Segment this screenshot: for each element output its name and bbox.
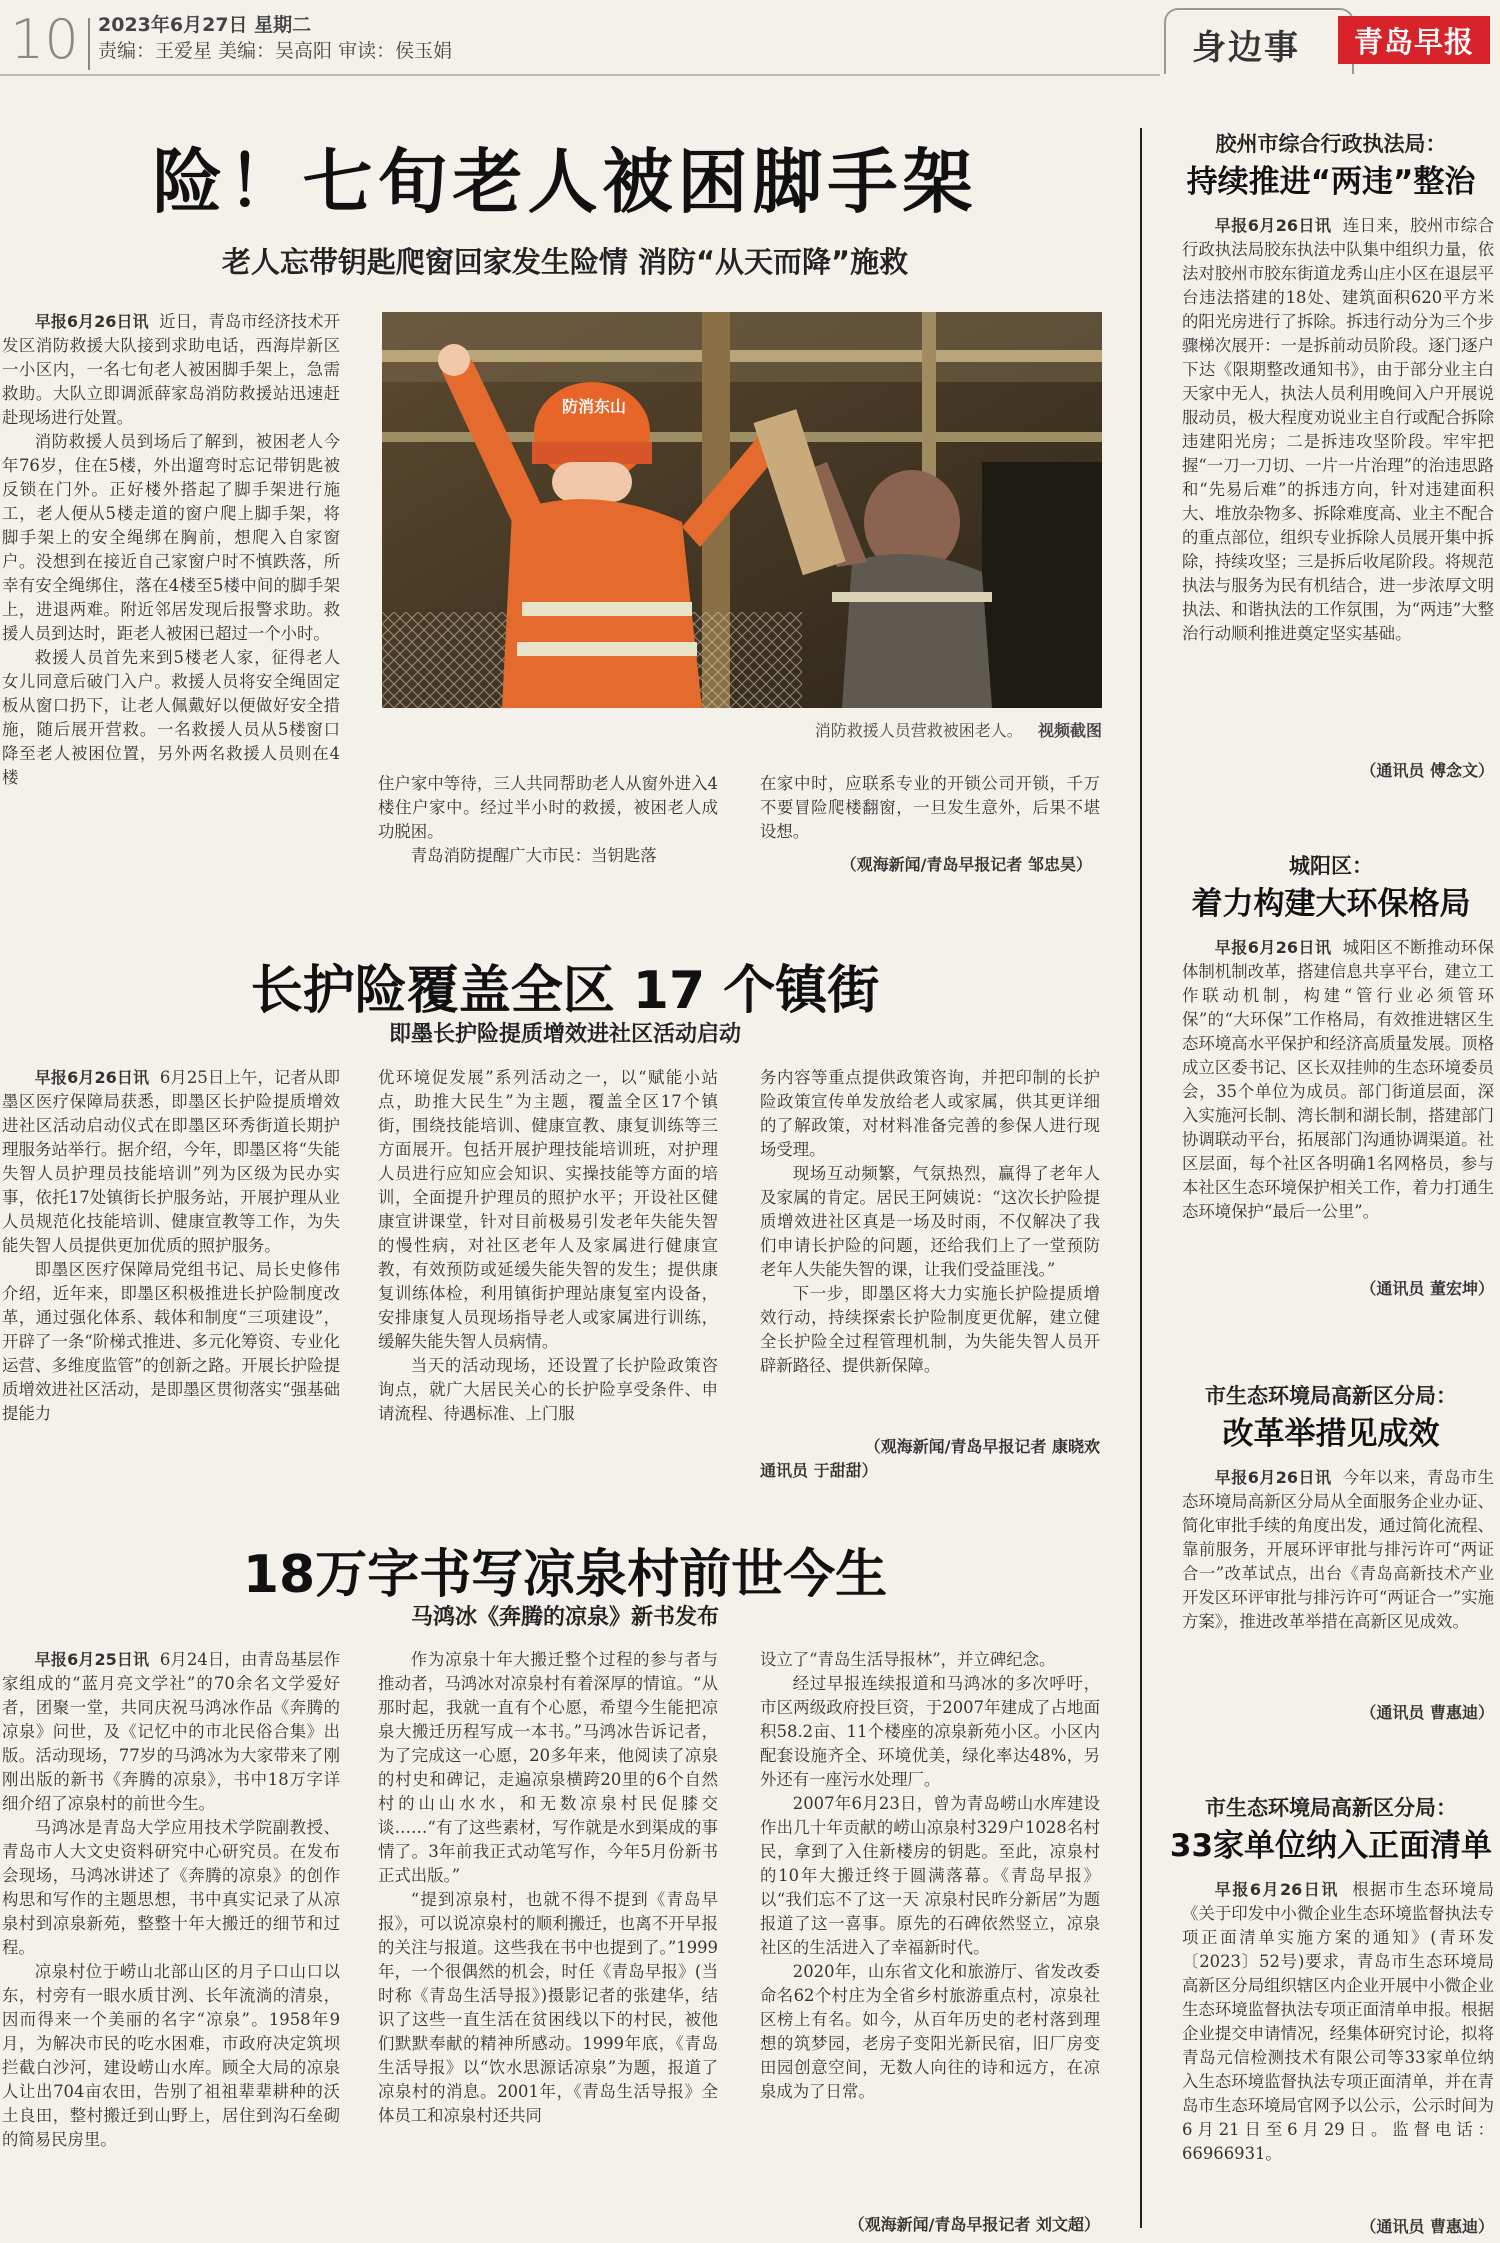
- article-title: 18万字书写凉泉村前世今生: [242, 1545, 888, 1605]
- sidebar-title: 着力构建大环保格局: [1191, 886, 1471, 922]
- sidebar-kicker: 市生态环境局高新区分局：: [1205, 1796, 1457, 1820]
- dateline: 早报6月26日讯: [34, 312, 149, 331]
- article-credit: （观海新闻/青岛早报记者 刘文超）: [848, 2215, 1100, 2234]
- dateline: 早报6月25日讯: [34, 1650, 150, 1669]
- rescue-photo: [382, 312, 1102, 708]
- article-column: 优环境促发展”系列活动之一，以“赋能小站点，助推大民生”为主题，覆盖全区17个镇街，围绕技能培训、健康宣教、康复训练等三方面展开。包括开展护理技能培训班，对护理人员进行应知应会知识、实操技能等方面的培训，全面提升护理员的照护水平；开设社区健康宣讲课堂，针对目前极易引发老年失能失智的慢性病，对社区老年人及家属进行健康宣教，有效预防或延缓失能失智的发生；提供康复训练体检，利用镇街护理站康复室内设备，安排康复人员现场指导老人或家属进行训练，缓解失能失智人员病情。 当天的活动现场，还设置了长护险政策咨询点，就广大居民关心的长护险享受条件、申请流程、待遇标准、上门服: [378, 1068, 718, 1423]
- sidebar-credit: （通讯员 曹惠迪）: [1360, 1703, 1494, 1722]
- sidebar-kicker: 市生态环境局高新区分局：: [1205, 1384, 1457, 1408]
- header-rule: [0, 74, 1160, 76]
- editor-credits: 责编：王爱星 美编：吴高阳 审读：侯玉娟: [98, 40, 453, 62]
- article-subtitle: 马鸿冰《奔腾的凉泉》新书发布: [410, 1605, 719, 1630]
- section-name: 身边事: [1192, 28, 1300, 68]
- dateline: 早报6月26日讯: [1214, 938, 1332, 957]
- article-title: 长护险覆盖全区 17 个镇街: [250, 961, 880, 1021]
- sidebar-title: 改革举措见成效: [1222, 1416, 1440, 1452]
- sidebar-kicker: 胶州市综合行政执法局：: [1215, 132, 1447, 156]
- photo-caption: 消防救援人员营救被困老人。 视频截图: [814, 721, 1102, 740]
- dateline: 早报6月26日讯: [34, 1068, 150, 1087]
- issue-date: 2023年6月27日 星期二: [98, 14, 312, 36]
- dateline: 早报6月26日讯: [1214, 216, 1332, 235]
- article-column: 设立了“青岛生活导报林”，并立碑纪念。 经过早报连续报道和马鸿冰的多次呼吁，市区两级政府投巨资，于2007年建成了占地面积58.2亩、11个楼座的凉泉新苑小区。小区内配套设施齐全、环境优美，绿化率达48%，另外还有一座污水处理厂。 2007年6月23日，曾为青岛崂山水库建设作出几十年贡献的崂山凉泉村329户1028名村民，拿到了入住新楼房的钥匙。至此，凉泉村的10年大搬迁终于圆满落幕。《青岛早报》以“我们忘不了这一天 凉泉村民昨分新居”为题报道了这一喜事。原先的石碑依然竖立，凉泉社区的生活进入了幸福新时代。 2020年，山东省文化和旅游厅、省发改委命名62个村庄为全省乡村旅游重点村，凉泉社区榜上有名。如今，从百年历史的老村落到理想的筑梦园，老房子变阳光新民宿，旧厂房变田园创意空间，无数人向往的诗和远方，在凉泉成为了日常。: [760, 1650, 1100, 2101]
- helmet-label: 防消东山: [562, 397, 627, 416]
- article-column: 早报6月26日讯 6月25日上午，记者从即墨区医疗保障局获悉，即墨区长护险提质增效进社区活动启动仪式在即墨区环秀街道长期护理服务站举行。据介绍，今年，即墨区将“失能失智人员护理员技能培训”列为区级为民办实事，依托17处镇街长护服务站，开展护理从业人员规范化技能培训、健康宣教等工作，为失能失智人员提供更加优质的照护服务。 即墨区医疗保障局党组书记、局长史修伟介绍，近年来，即墨区积极推进长护险制度改革，通过强化体系、载体和制度“三项建设”，开辟了一条“阶梯式推进、多元化筹资、专业化运营、多维度监管”的创新之路。开展长护险提质增效进社区活动，是即墨区贯彻落实“强基础提能力: [2, 1068, 340, 1423]
- sidebar-body: 早报6月26日讯 根据市生态环境局《关于印发中小微企业生态环境监督执法专项正面清单实施方案的通知》(青环发〔2023〕52号)要求，青岛市生态环境局高新区分局组织辖区内企业开展中小微企业生态环境监督执法专项正面清单申报。根据企业提交申请情况，经集体研究讨论，拟将青岛元信检测技术有限公司等33家单位纳入生态环境监督执法专项正面清单，并在青岛市生态环境局官网予以公示，公示时间为6月21日至6月29日。监督电话：66966931。: [1182, 1880, 1494, 2163]
- header-divider: [88, 18, 90, 70]
- article-column: 早报6月26日讯 近日，青岛市经济技术开发区消防救援大队接到求助电话，西海岸新区一小区内，一名七旬老人被困脚手架上，急需救助。大队立即调派薛家岛消防救援站迅速赶赴现场进行处置。 消防救援人员到场后了解到，被困老人今年76岁，住在5楼，外出遛弯时忘记带钥匙被反锁在门外。正好楼外搭起了脚手架进行施工，老人便从5楼走道的窗户爬上脚手架，将脚手架上的安全绳绑在胸前，想爬入自家窗户。没想到在接近自己家窗户时不慎跌落，所幸有安全绳绑住，落在4楼至5楼中间的脚手架上，进退两难。附近邻居发现后报警求助。救援人员到达时，距老人被困已超过一个小时。 救援人员首先来到5楼老人家，征得老人女儿同意后破门入户。救援人员将安全绳固定板从窗口扔下，让老人佩戴好以便做好安全措施，随后展开营救。一名救援人员从5楼窗口降至老人被困位置，另外两名救援人员则在4楼: [2, 312, 340, 787]
- page-number: 10: [10, 8, 79, 71]
- sidebar-body: 早报6月26日讯 今年以来，青岛市生态环境局高新区分局从全面服务企业办证、简化审批手续的角度出发，通过简化流程、靠前服务，开展环评审批与排污许可“两证合一”改革试点，出台《青岛高新技术产业开发区环评审批与排污许可“两证合一”实施方案》，推进改革举措在高新区见成效。: [1182, 1468, 1494, 1631]
- article-title: 险！七旬老人被困脚手架: [152, 141, 978, 223]
- sidebar-body: 早报6月26日讯 城阳区不断推动环保体制机制改革，搭建信息共享平台，建立工作联动机制，构建“管行业必须管环保”的“大环保”工作格局，有效推进辖区生态环境高水平保护和经济高质量发展。顶格成立区委书记、区长双挂帅的生态环境委员会，35个单位为成员。部门街道层面，深入实施河长制、湾长制和湖长制，搭建部门协调联动平台，拓展部门沟通协调渠道。社区层面，每个社区各明确1名网格员，参与本社区生态环境保护相关工作，着力打通生态环境保护“最后一公里”。: [1182, 938, 1494, 1221]
- article-column: 作为凉泉十年大搬迁整个过程的参与者与推动者，马鸿冰对凉泉村有着深厚的情谊。“从那时起，我就一直有个心愿，希望今生能把凉泉大搬迁历程写成一本书。”马鸿冰告诉记者，为了完成这一心愿，20多年来，他阅读了凉泉的村史和碑记，走遍凉泉横跨20里的6个自然村的山山水水，和无数凉泉村民促膝交谈……“有了这些素材，写作就是水到渠成的事情了。3年前我正式动笔写作，今年5月份新书正式出版。” “提到凉泉村，也就不得不提到《青岛早报》，可以说凉泉村的顺利搬迁，也离不开早报的关注与报道。这些我在书中也提到了。”1999年，一个很偶然的机会，时任《青岛早报》(当时称《青岛生活导报》)摄影记者的张建华，结识了这些一直生活在贫困线以下的村民，被他们默默奉献的精神所感动。1999年底，《青岛生活导报》以“饮水思源话凉泉”为题，报道了凉泉村的消息。2001年，《青岛生活导报》全体员工和凉泉村还共同: [378, 1650, 718, 2125]
- article-column: 在家中时，应联系专业的开锁公司开锁，千万不要冒险爬楼翻窗，一旦发生意外，后果不堪设想。: [760, 774, 1100, 841]
- article-column: 务内容等重点提供政策咨询，并把印制的长护险政策宣传单发放给老人或家属，供其更详细的了解政策，对材料准备完善的参保人进行现场受理。 现场互动频繁，气氛热烈，赢得了老年人及家属的肯定。居民王阿姨说：“这次长护险提质增效进社区真是一场及时雨，不仅解决了我们申请长护险的问题，还给我们上了一堂预防老年人失能失智的课，让我们受益匪浅。” 下一步，即墨区将大力实施长护险提质增效行动，持续探索长护险制度更优解，建立健全长护险全过程管理机制，为失能失智人员开辟新路径、提供新保障。: [760, 1068, 1100, 1375]
- sidebar-title: 33家单位纳入正面清单: [1169, 1828, 1493, 1864]
- newspaper-logo: 青岛早报: [1338, 16, 1490, 64]
- column-divider: [1140, 128, 1142, 2228]
- article-subtitle: 即墨长护险提质增效进社区活动启动: [388, 1022, 741, 1047]
- dateline: 早报6月26日讯: [1214, 1468, 1332, 1487]
- page-header: [0, 0, 1500, 92]
- sidebar-credit: （通讯员 曹惠迪）: [1360, 2217, 1494, 2236]
- sidebar-kicker: 城阳区：: [1289, 854, 1373, 878]
- sidebar-body: 早报6月26日讯 连日来，胶州市综合行政执法局胶东执法中队集中组织力量，依法对胶州市胶东街道龙秀山庄小区在退层平台违法搭建的18处、建筑面积620平方米的阳光房进行了拆除。拆违行动分为三个步骤梯次展开：一是拆前动员阶段。逐门逐户下达《限期整改通知书》，由于部分业主白天家中无人，执法人员利用晚间入户开展说服动员，极大程度劝说业主自行或配合拆除违建阳光房；二是拆违攻坚阶段。牢牢把握“一刀一刀切、一片一片治理”的治违思路和“先易后难”的拆违方向，针对违建面积大、堆放杂物多、拆除难度高、业主不配合的重点部位，组织专业拆除人员展开集中拆除，持续攻坚；三是拆后收尾阶段。将规范执法与服务为民有机结合，进一步浓厚文明执法、和谐执法的工作氛围，为“两违”大整治行动顺利推进奠定坚实基础。: [1182, 216, 1494, 643]
- photo-credit: 视频截图: [1037, 721, 1102, 740]
- photo-illustration: [382, 312, 1102, 708]
- article-column: 早报6月25日讯 6月24日，由青岛基层作家组成的“蓝月亮文学社”的70余名文学爱好者，团聚一堂，共同庆祝马鸿冰作品《奔腾的凉泉》问世，及《记忆中的市北民俗合集》出版。活动现场，77岁的马鸿冰为大家带来了刚刚出版的新书《奔腾的凉泉》，书中18万字详细介绍了凉泉村的前世今生。 马鸿冰是青岛大学应用技术学院副教授、青岛市人大文史资料研究中心研究员。在发布会现场，马鸿冰讲述了《奔腾的凉泉》的创作构思和写作的主题思想，书中真实记录了从凉泉村到凉泉新苑，整整十年大搬迁的细节和过程。 凉泉村位于崂山北部山区的月子口山口以东，村旁有一眼水质甘洌、长年流淌的清泉，因而得来一个美丽的名字“凉泉”。1958年9月，为解决市民的吃水困难，市政府决定筑坝拦截白沙河，建设崂山水库。顾全大局的凉泉人让出704亩农田，告别了祖祖辈辈耕种的沃土良田，整村搬迁到山野上，居住到沟石垒砌的简易民房里。: [2, 1650, 340, 2149]
- sidebar-title: 持续推进“两违”整治: [1186, 164, 1476, 200]
- article-column: 住户家中等待，三人共同帮助老人从窗外进入4楼住户家中。经过半小时的救援，被困老人成功脱困。 青岛消防提醒广大市民：当钥匙落: [378, 774, 718, 865]
- sidebar-credit: （通讯员 董宏坤）: [1360, 1279, 1494, 1298]
- article-credit: （观海新闻/青岛早报记者 邹忠昊）: [840, 855, 1092, 874]
- article-credit: （观海新闻/青岛早报记者 康晓欢: [864, 1437, 1100, 1456]
- article-subtitle: 老人忘带钥匙爬窗回家发生险情 消防“从天而降”施救: [221, 245, 909, 279]
- dateline: 早报6月26日讯: [1214, 1880, 1339, 1899]
- sidebar-credit: （通讯员 傅念文）: [1360, 761, 1494, 780]
- article-credit: 通讯员 于甜甜）: [760, 1461, 878, 1480]
